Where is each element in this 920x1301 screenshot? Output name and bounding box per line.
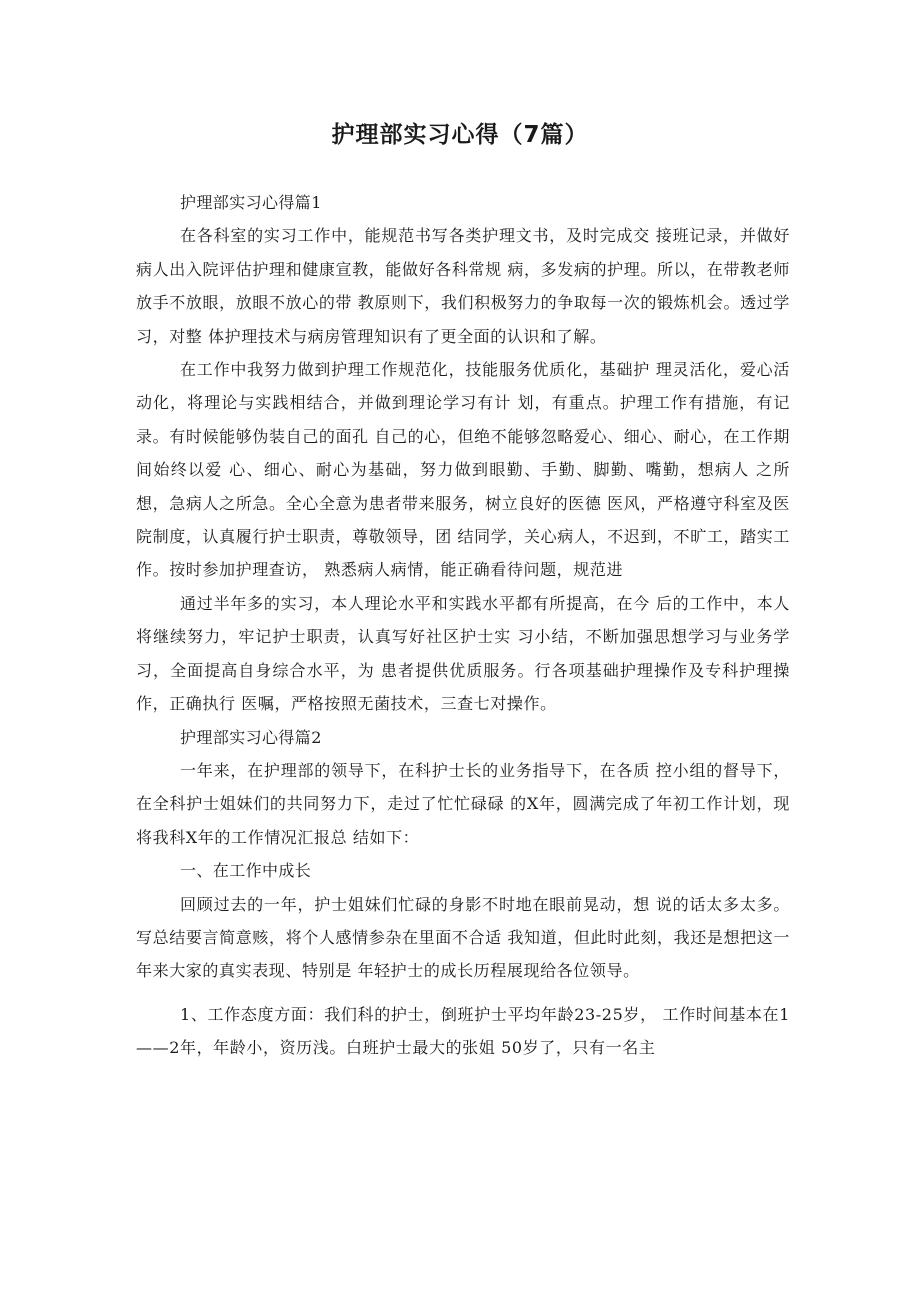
- section-heading-2: 护理部实习心得篇2: [180, 727, 322, 747]
- body-paragraph-4: 一年来，在护理部的领导下，在科护士长的业务指导下，在各质 控小组的督导下，在全科护士姐妹们的共同努力下，走过了忙忙碌碌 的X年，圆满完成了年初工作计划，现将我科X年的工作情况汇报总 结如下：: [136, 760, 790, 847]
- body-paragraph-3: 通过半年多的实习，本人理论水平和实践水平都有所提高，在今 后的工作中，本人将继续努力，牢记护士职责，认真写好社区护士实 习小结，不断加强思想学习与业务学习，全面提高自身综合水平，为 患者提供优质服务。行各项基础护理操作及专科护理操作，正确执行 医嘱，严格按照无菌技术，三查七对操作。: [136, 593, 790, 714]
- section-heading-1: 护理部实习心得篇1: [180, 193, 322, 212]
- document-body: [136, 186, 790, 1065]
- sub-heading-1: 一、在工作中成长: [180, 861, 312, 881]
- body-paragraph-5: 回顾过去的一年，护士姐妹们忙碌的身影不时地在眼前晃动，想 说的话太多太多。写总结要言简意赅，将个人感情参杂在里面不合适 我知道，但此时此刻，我还是想把这一年来大家的真实表现、特别是 年轻护士的成长历程展现给各位领导。: [136, 894, 790, 981]
- body-paragraph-6: 1、工作态度方面：我们科的护士，倒班护士平均年龄23-25岁， 工作时间基本在1——2年，年龄小，资历浅。白班护士最大的张姐 50岁了，只有一名主: [136, 1004, 790, 1058]
- body-paragraph-2: 在工作中我努力做到护理工作规范化，技能服务优质化，基础护 理灵活化，爱心活动化，将理论与实践相结合，并做到理论学习有计 划，有重点。护理工作有措施，有记录。有时候能够伪装自己的面孔 自己的心，但绝不能够忽略爱心、细心、耐心，在工作期间始终以爱 心、细心、耐心为基础，努力做到眼勤、手勤、脚勤、嘴勤，想病人 之所想，急病人之所急。全心全意为患者带来服务，树立良好的医德 医风，严格遵守科室及医院制度，认真履行护士职责，尊敬领导，团 结同学，关心病人，不迟到，不旷工，踏实工作。按时参加护理查访， 熟悉病人病情，能正确看待问题，规范进: [136, 360, 790, 580]
- document-title: 护理部实习心得（7篇）: [331, 122, 589, 148]
- body-paragraph-1: 在各科室的实习工作中，能规范书写各类护理文书，及时完成交 接班记录，并做好病人出入院评估护理和健康宣教，能做好各科常规 病，多发病的护理。所以，在带教老师放手不放眼，放眼不放心的带 教原则下，我们积极努力的争取每一次的锻炼机会。透过学习，对整 体护理技术与病房管理知识有了更全面的认识和了解。: [136, 226, 790, 346]
